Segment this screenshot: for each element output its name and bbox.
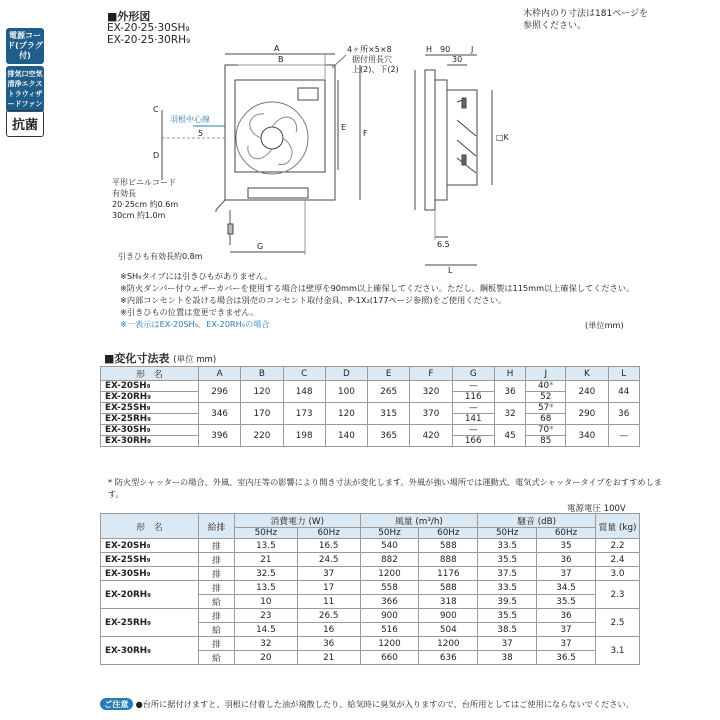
dim-note: * 防火型シャッターの場合、外風、室内圧等の影響により開き寸法が変化します。外風が強い場所では運動式、電気式シャッタータイプをおすすめします。	[108, 477, 662, 499]
antibacterial-badge: 抗菌	[6, 110, 44, 137]
spec-table	[100, 513, 640, 665]
cell-l: 44	[608, 381, 639, 403]
cell-mode: 排	[199, 539, 235, 553]
col-hz60: 60Hz	[419, 528, 478, 539]
supply-voltage: 電源電圧 100V	[567, 504, 626, 514]
col-hz60: 60Hz	[297, 528, 360, 539]
cell-g: 141	[452, 414, 494, 425]
cell-p60: 24.5	[297, 553, 360, 567]
col-d: D	[325, 367, 367, 381]
cell-f50: 540	[360, 539, 419, 553]
cell-n60: 36.5	[537, 651, 596, 665]
cord-badge: 電源コード(プラグ付)	[6, 28, 44, 64]
col-mass: 質量 (kg)	[596, 514, 640, 539]
cell-f50: 900	[360, 609, 419, 623]
side-flange	[425, 70, 435, 210]
dim-section-title	[104, 350, 216, 366]
fan-blades	[248, 114, 297, 165]
cell-d: 100	[325, 381, 367, 403]
cell-n60: 36	[537, 553, 596, 567]
cell-p60: 36	[297, 637, 360, 651]
caution-text: ●台所に据付けますと、羽根に付着した油が飛散したり、給気時に臭気が入りますので、台所用としてはご使用にならないでください。	[135, 699, 634, 709]
cell-p50: 32.5	[235, 567, 298, 581]
cell-n50: 38	[478, 651, 537, 665]
dim-a: A	[274, 44, 280, 53]
cell-g: —	[452, 425, 494, 436]
model-cell: EX-20RH₉	[101, 392, 199, 403]
table-row	[101, 567, 640, 581]
cell-f50: 882	[360, 553, 419, 567]
model-cell: EX-20RH₉	[101, 581, 199, 609]
model-line-rh: EX-20·25·30RH₉	[107, 34, 191, 46]
caution-label: ご注意	[100, 698, 133, 710]
table-header-row	[101, 367, 640, 381]
col-e: E	[368, 367, 410, 381]
dim-90: 90	[440, 45, 451, 54]
cell-mode: 給	[199, 651, 235, 665]
col-l: L	[608, 367, 639, 381]
model-cell: EX-25RH₉	[101, 609, 199, 637]
cell-f60: 900	[419, 609, 478, 623]
model-cell: EX-30SH₉	[101, 425, 199, 436]
dim-j: J	[471, 45, 474, 54]
dimension-table	[100, 366, 640, 447]
cell-f50: 516	[360, 623, 419, 637]
cell-p50: 20	[235, 651, 298, 665]
outline-title: ■外形図	[107, 10, 151, 23]
cell-e: 265	[368, 381, 410, 403]
cell-g: —	[452, 403, 494, 414]
col-flow: 風量 (m³/h)	[360, 514, 478, 528]
model-line-sh: EX-20·25·30SH₉	[107, 22, 190, 34]
table-row	[101, 381, 640, 392]
cell-k: 240	[566, 381, 608, 403]
cell-g: 116	[452, 392, 494, 403]
cell-mode: 排	[199, 637, 235, 651]
cell-b: 220	[241, 425, 283, 447]
cell-j-value: 40	[537, 381, 550, 391]
col-hz60: 60Hz	[537, 528, 596, 539]
cell-n50: 33.5	[478, 581, 537, 595]
cell-d: 120	[325, 403, 367, 425]
dim-b: B	[278, 55, 284, 64]
dim-l: L	[448, 266, 453, 275]
cell-p60: 26.5	[297, 609, 360, 623]
dim-c: C	[153, 105, 159, 114]
cell-mass: 2.4	[596, 553, 640, 567]
note-line: ※SH₉タイプには引きひもがありません。	[120, 271, 273, 281]
cell-mode: 排	[199, 609, 235, 623]
note-line: ※引きひもの位置は変更できません。	[120, 307, 259, 317]
cell-f60: 504	[419, 623, 478, 637]
cell-g: 166	[452, 436, 494, 447]
cell-f60: 588	[419, 581, 478, 595]
dim-e: E	[341, 123, 347, 132]
cell-f50: 1200	[360, 637, 419, 651]
dim-g: G	[257, 242, 264, 251]
col-noise: 騒音 (dB)	[478, 514, 596, 528]
cell-l: 36	[608, 403, 639, 425]
cell-mode: 給	[199, 623, 235, 637]
col-f: F	[410, 367, 452, 381]
dim-k: □K	[496, 133, 509, 142]
dim-5: 5	[198, 129, 204, 138]
col-c: C	[283, 367, 325, 381]
col-b: B	[241, 367, 283, 381]
cell-h: 45	[494, 425, 525, 447]
table-row	[101, 553, 640, 567]
table-row	[101, 637, 640, 651]
cell-p60: 11	[297, 595, 360, 609]
cord-box	[298, 88, 318, 100]
fan-frame	[235, 80, 325, 172]
col-hz50: 50Hz	[478, 528, 537, 539]
note-blue: ※一表示はEX-20SH₉、EX-20RH₉の場合	[120, 319, 270, 329]
cell-a: 396	[199, 425, 241, 447]
cell-c: 148	[283, 381, 325, 403]
cell-p50: 14.5	[235, 623, 298, 637]
dim-30: 30	[452, 55, 463, 64]
cell-n60: 35.5	[537, 595, 596, 609]
cord-30-label: 30cm 約1.0m	[112, 211, 166, 220]
note-line: ※防火ダンパー付ウェザーカバーを使用する場合は壁厚を90mm以上確保してください。ただし、鋼板製は115mm以上確保してください。	[120, 283, 635, 293]
cell-j: 68	[526, 414, 566, 425]
model-cell: EX-30RH₉	[101, 637, 199, 665]
dim-h: H	[426, 45, 433, 54]
caution	[100, 699, 634, 710]
cell-mode: 排	[199, 581, 235, 595]
cell-mode: 排	[199, 567, 235, 581]
asterisk-mark: *	[549, 403, 554, 413]
asterisk-mark: *	[549, 425, 554, 435]
model-cell: EX-25SH₉	[101, 403, 199, 414]
cell-f60: 318	[419, 595, 478, 609]
pull-string-tip	[228, 224, 233, 234]
cell-n50: 37.5	[478, 567, 537, 581]
col-k: K	[566, 367, 608, 381]
cell-b: 120	[241, 381, 283, 403]
cell-j	[526, 381, 566, 392]
cell-p60: 16.5	[297, 539, 360, 553]
cell-p50: 10	[235, 595, 298, 609]
cell-n50: 35.5	[478, 609, 537, 623]
cell-mass: 2.5	[596, 609, 640, 637]
cell-n60: 36	[537, 609, 596, 623]
col-model: 形 名	[101, 514, 199, 539]
cell-n60: 37	[537, 567, 596, 581]
cell-mass: 2.3	[596, 581, 640, 609]
cell-k: 340	[566, 425, 608, 447]
cell-p50: 32	[235, 637, 298, 651]
cell-d: 140	[325, 425, 367, 447]
cell-f50: 366	[360, 595, 419, 609]
cell-n50: 35.5	[478, 553, 537, 567]
cell-n60: 37	[537, 623, 596, 637]
cell-n50: 33.5	[478, 539, 537, 553]
col-hz50: 50Hz	[235, 528, 298, 539]
cell-mass: 2.2	[596, 539, 640, 553]
cell-l: —	[608, 425, 639, 447]
cell-k: 290	[566, 403, 608, 425]
table-row	[101, 425, 640, 436]
col-j: J	[526, 367, 566, 381]
fan-hub	[261, 127, 283, 149]
dim-6-5: 6.5	[437, 240, 450, 249]
blade-center-label: 羽根中心線	[170, 115, 210, 124]
cell-h: 32	[494, 403, 525, 425]
model-cell: EX-20SH₉	[101, 539, 199, 553]
cord-len-label: 有効長	[112, 189, 136, 198]
model-cell: EX-30SH₉	[101, 567, 199, 581]
cord-type-label: 平形ビニルコード	[112, 178, 176, 187]
table-header-row	[101, 514, 640, 528]
cell-f: 370	[410, 403, 452, 425]
cell-f50: 558	[360, 581, 419, 595]
table-row	[101, 539, 640, 553]
cell-j	[526, 425, 566, 436]
dim-d: D	[153, 151, 160, 160]
cell-j-value: 57	[537, 403, 550, 413]
model-cell: EX-25RH₉	[101, 414, 199, 425]
cell-f60: 636	[419, 651, 478, 665]
cell-n60: 35	[537, 539, 596, 553]
holes-label: 4ヶ所×5×8	[347, 45, 392, 54]
table-row	[101, 581, 640, 595]
mount-hole-label: 据付用長穴	[352, 55, 392, 64]
col-g: G	[452, 367, 494, 381]
model-cell: EX-20SH₉	[101, 381, 199, 392]
col-h: H	[494, 367, 525, 381]
cell-j-value: 70	[537, 425, 550, 435]
cell-p60: 37	[297, 567, 360, 581]
cell-p50: 13.5	[235, 539, 298, 553]
cell-p60: 17	[297, 581, 360, 595]
fan-circle	[236, 102, 308, 174]
cell-g: —	[452, 381, 494, 392]
cell-n50: 37	[478, 637, 537, 651]
model-cell: EX-30RH₉	[101, 436, 199, 447]
cell-mode: 給	[199, 595, 235, 609]
cell-n50: 39.5	[478, 595, 537, 609]
cell-p60: 21	[297, 651, 360, 665]
cell-p60: 16	[297, 623, 360, 637]
note-line: ※内部コンセントを設ける場合は別売のコンセント取付金具、P-1X₂(177ページ参照)をご使用ください。	[120, 295, 507, 305]
model-cell: EX-25SH₉	[101, 553, 199, 567]
cell-p50: 13.5	[235, 581, 298, 595]
cell-f60: 888	[419, 553, 478, 567]
cell-f60: 588	[419, 539, 478, 553]
extra-badge: 排気口空気清浄エクストラウィザードファン	[6, 66, 44, 112]
mount-dir-label: 上(2)、下(2)	[352, 65, 399, 74]
outline-drawing	[100, 40, 660, 275]
cell-mode: 排	[199, 553, 235, 567]
side-wall	[435, 80, 447, 200]
cell-a: 296	[199, 381, 241, 403]
cell-f50: 1200	[360, 567, 419, 581]
cell-n50: 38.5	[478, 623, 537, 637]
cell-a: 346	[199, 403, 241, 425]
cord-2025-label: 20·25cm 約0.6m	[112, 200, 179, 209]
table-row	[101, 403, 640, 414]
pull-string-label: 引きひも有効長約0.8m	[118, 252, 203, 261]
cell-b: 170	[241, 403, 283, 425]
cell-f: 420	[410, 425, 452, 447]
asterisk-mark: *	[549, 381, 554, 391]
col-model: 形 名	[101, 367, 199, 381]
col-hz50: 50Hz	[360, 528, 419, 539]
cell-c: 198	[283, 425, 325, 447]
col-power: 消費電力 (W)	[235, 514, 361, 528]
cell-c: 173	[283, 403, 325, 425]
cell-mass: 3.0	[596, 567, 640, 581]
unit-mm: (単位mm)	[585, 320, 624, 330]
dim-title: ■変化寸法表	[104, 352, 170, 365]
cell-n60: 34.5	[537, 581, 596, 595]
dim-unit: (単位 mm)	[173, 355, 217, 365]
cell-f: 320	[410, 381, 452, 403]
front-frame	[225, 65, 335, 200]
cell-j: 85	[526, 436, 566, 447]
cell-n60: 37	[537, 637, 596, 651]
cell-e: 365	[368, 425, 410, 447]
cell-f60: 1200	[419, 637, 478, 651]
dim-f: F	[363, 129, 368, 138]
cell-j	[526, 403, 566, 414]
cell-f50: 660	[360, 651, 419, 665]
frame-note: 木枠内のり寸法は181ページを参照ください。	[523, 9, 648, 31]
cell-mass: 3.1	[596, 637, 640, 665]
cell-p50: 23	[235, 609, 298, 623]
cell-j: 52	[526, 392, 566, 403]
table-row	[101, 609, 640, 623]
col-a: A	[199, 367, 241, 381]
bottom-plate	[248, 188, 308, 198]
col-mode: 給排	[199, 514, 235, 539]
cell-e: 315	[368, 403, 410, 425]
cell-f60: 1176	[419, 567, 478, 581]
cell-p50: 21	[235, 553, 298, 567]
cell-h: 36	[494, 381, 525, 403]
